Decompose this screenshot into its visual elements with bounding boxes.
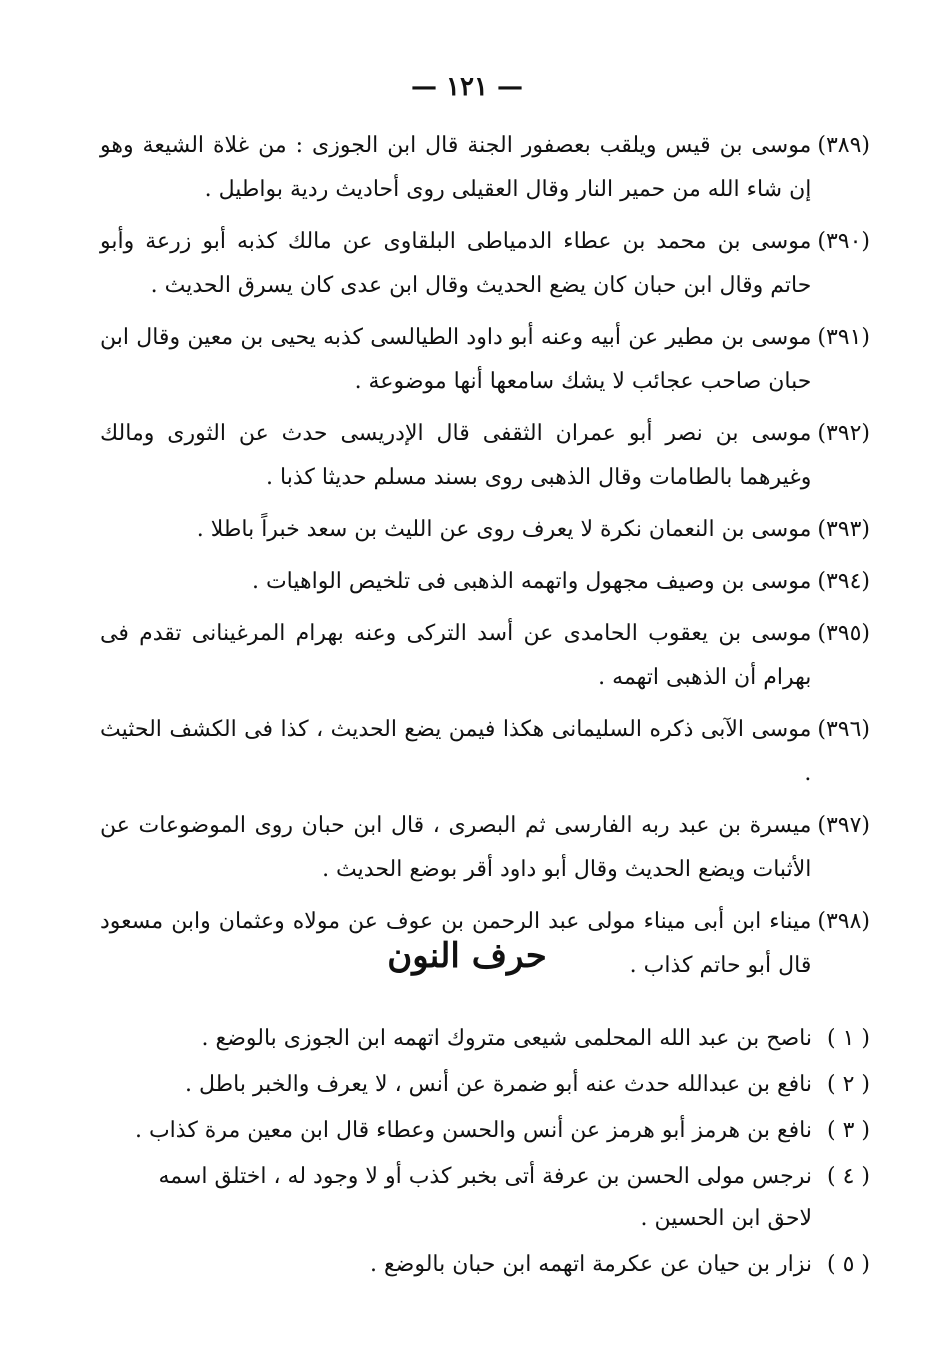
entry-text: موسى بن يعقوب الحامدى عن أسد التركى وعنه بهرام المرغينانى تقدم فى بهرام أن الذهبى اتهمه . (100, 621, 812, 690)
entry-number: (٣٨٩) (817, 133, 870, 158)
entry-number: (٣٩٨) (817, 909, 870, 934)
entry-text: موسى بن وصيف مجهول واتهمه الذهبى فى تلخيص الواهيات . (251, 569, 812, 594)
entry (100, 804, 870, 892)
section-entry-number: ( ٤ ) (827, 1164, 870, 1189)
entry-number: (٣٩٢) (817, 421, 870, 446)
entry-text: موسى بن النعمان نكرة لا يعرف روى عن الليث بن سعد خبراً باطلا . (196, 517, 812, 542)
section-entry (110, 1110, 870, 1152)
entry (100, 316, 870, 404)
page-number: — ١٢١ — (410, 72, 524, 102)
entry-text: موسى بن محمد بن عطاء الدمياطى البلقاوى عن مالك كذبه أبو زرعة وأبو حاتم وقال ابن حبان كان يضع الحديث وقال ابن عدى كان يسرق الحديث . (100, 229, 812, 298)
section-entry (110, 1156, 870, 1240)
entry (100, 412, 870, 500)
entry (100, 124, 870, 212)
entry-number: (٣٩٤) (817, 569, 870, 594)
entry-text: موسى بن قيس ويلقب بعصفور الجنة قال ابن الجوزى : من غلاة الشيعة وهو إن شاء الله من حمير النار وقال العقيلى روى أحاديث ردية بواطيل . (100, 133, 812, 202)
entry-number: (٣٩٧) (817, 813, 870, 838)
entry-number: (٣٩٥) (817, 621, 870, 646)
entry (100, 508, 870, 552)
section-entry-list (110, 1018, 870, 1290)
entry-text: ميناء ابن أبى ميناء مولى عبد الرحمن بن عوف عن مولاه وعثمان وابن مسعود قال أبو حاتم كذاب . (100, 909, 812, 978)
entry (100, 708, 870, 796)
section-entry-text: نافع بن عبدالله حدث عنه أبو ضمرة عن أنس ، لا يعرف والخبر باطل . (184, 1072, 812, 1097)
entry-text: ميسرة بن عبد ربه الفارسى ثم البصرى ، قال ابن حبان روى الموضوعات عن الأثبات ويضع الحديث وقال أبو داود أقر بوضع الحديث . (100, 813, 812, 882)
entry (100, 560, 870, 604)
section-entry-text: نافع بن هرمز أبو هرمز عن أنس والحسن وعطاء قال ابن معين مرة كذاب . (134, 1118, 812, 1143)
section-title: حرف النون (387, 936, 547, 976)
section-entry-number: ( ٥ ) (827, 1252, 870, 1277)
entry-text: موسى بن نصر أبو عمران الثقفى قال الإدريسى حدث عن الثورى ومالك وغيرهما بالطامات وقال الذهبى روى بسند مسلم حديثا كذبا . (100, 421, 812, 490)
section-entry-text: ناصح بن عبد الله المحلمى شيعى متروك اتهمه ابن الجوزى بالوضع . (201, 1026, 812, 1051)
entry-list (100, 124, 870, 996)
entry-number: (٣٩١) (817, 325, 870, 350)
entry (100, 220, 870, 308)
section-entry-text: نزار بن حيان عن عكرمة اتهمه ابن حبان بالوضع . (369, 1252, 812, 1277)
section-entry-number: ( ٣ ) (827, 1118, 870, 1143)
entry-number: (٣٩٠) (817, 229, 870, 254)
entry-text: موسى بن مطير عن أبيه وعنه أبو داود الطيالسى كذبه يحيى بن معين وقال ابن حبان صاحب عجائب لا يشك سامعها أنها موضوعة . (100, 325, 812, 394)
entry-number: (٣٩٣) (817, 517, 870, 542)
section-entry-text: نرجس مولى الحسن بن عرفة أتى بخبر كذب أو لا وجود له ، اختلق اسمه لاحق ابن الحسين . (158, 1164, 812, 1231)
section-entry (110, 1018, 870, 1060)
section-entry-number: ( ١ ) (827, 1026, 870, 1051)
entry-text: موسى الآبى ذكره السليمانى هكذا فيمن يضع الحديث ، كذا فى الكشف الحثيث . (100, 717, 812, 786)
entry-number: (٣٩٦) (817, 717, 870, 742)
section-entry (110, 1064, 870, 1106)
section-entry-number: ( ٢ ) (827, 1072, 870, 1097)
section-entry (110, 1244, 870, 1286)
entry (100, 612, 870, 700)
